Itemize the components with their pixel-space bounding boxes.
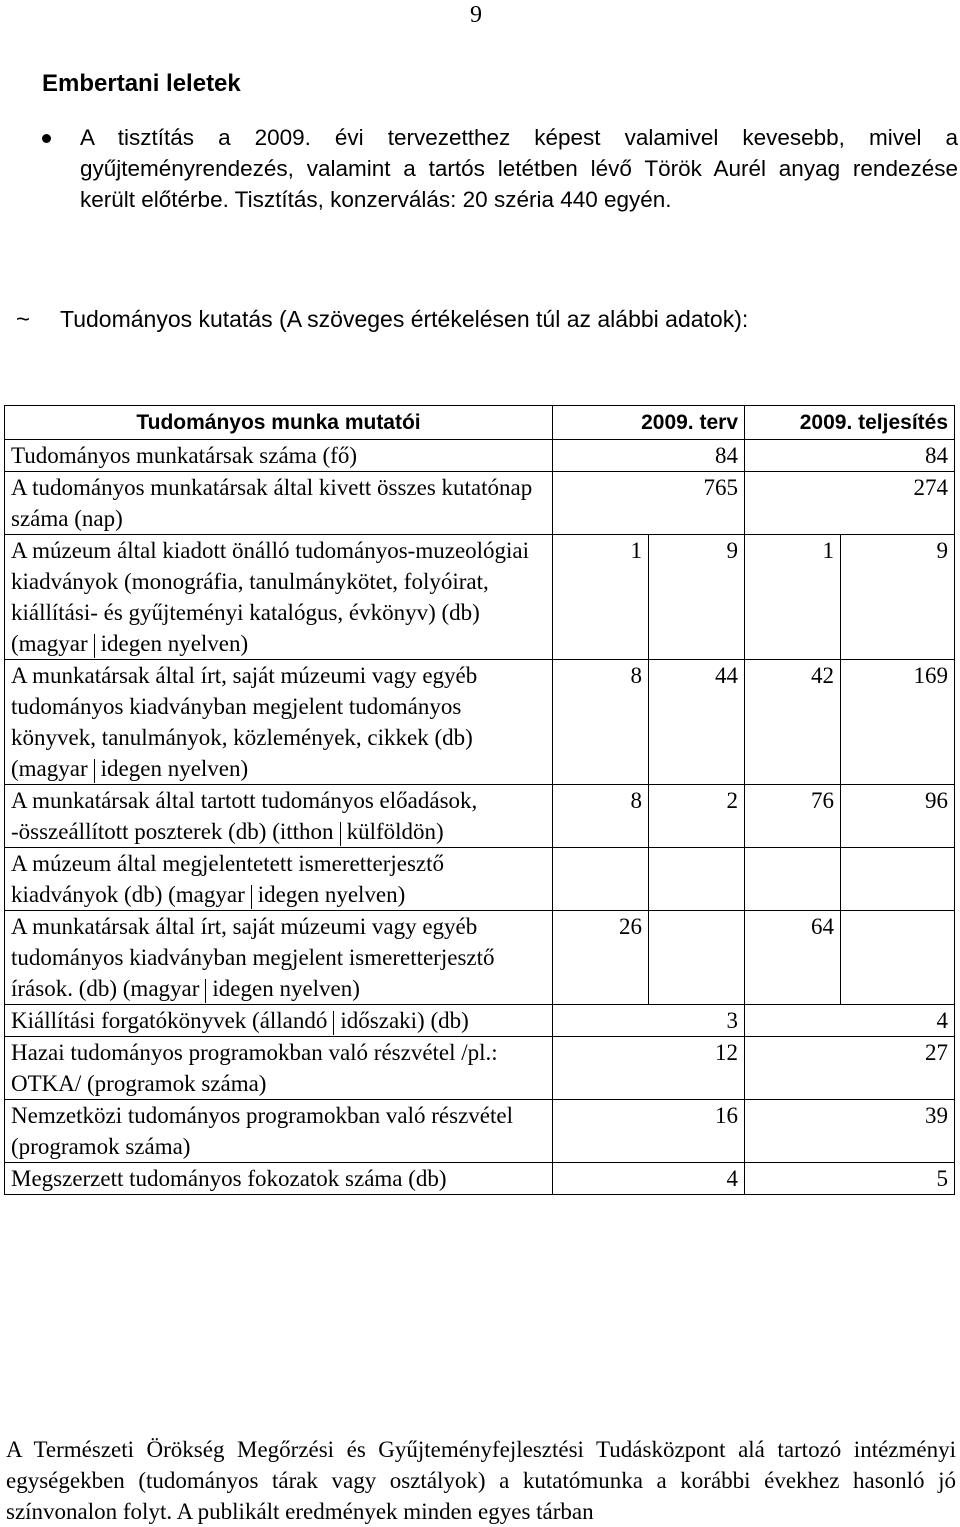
row-label [5,1005,553,1037]
bullet-text: A tisztítás a 2009. évi tervezetthez képest valamivel kevesebb, mivel a gyűjteményrendezés, valamint a tartós letétben lévő Török Aurél anyag rendezése került előtérbe. Tisztítás, konzerválás: 20 széria 440 egyén. [80,125,958,212]
table-row [5,785,955,848]
row-plan-b [649,848,745,911]
bullet-icon [42,134,51,143]
row-label [5,848,553,911]
row-label-part-b: külföldön) [346,819,444,844]
row-actual-a: 64 [745,911,841,1005]
row-actual: 5 [745,1163,955,1195]
table-row [5,1163,955,1195]
table-row [5,472,955,535]
row-label-part-a: Kiállítási forgatókönyvek (állandó [11,1008,328,1033]
separator-bar [94,759,95,783]
row-plan: 4 [553,1163,745,1195]
row-label [5,535,553,660]
row-actual-a [745,848,841,911]
row-actual: 27 [745,1037,955,1100]
header-actual: 2009. teljesítés [745,406,955,440]
table-row [5,535,955,660]
row-actual: 84 [745,440,955,472]
row-label [5,911,553,1005]
row-label-part-b: idegen nyelven) [100,631,249,656]
table-row [5,1037,955,1100]
row-actual-b [841,848,955,911]
separator-bar [205,979,206,1003]
row-actual-a: 1 [745,535,841,660]
row-label-part-a: A munkatársak által írt, saját múzeumi vagy egyéb tudományos kiadványban megjelent ismeretterjesztő írások. (db) (magyar [11,914,495,1001]
footer-paragraph: A Természeti Örökség Megőrzési és Gyűjteményfejlesztési Tudásközpont alá tartozó intézményi egységekben (tudományos tárak vagy osztályok) a kutatómunka a korábbi évekhez hasonló jó színvonalon folyt. A publikált eredmények minden egyes tárban [6,1437,956,1524]
row-plan: 84 [553,440,745,472]
separator-bar [340,822,341,846]
row-label: Nemzetközi tudományos programokban való részvétel (programok száma) [5,1100,553,1163]
row-actual: 274 [745,472,955,535]
research-heading-text: Tudományos kutatás (A szöveges értékelésen túl az alábbi adatok): [60,306,749,332]
table-row [5,1005,955,1037]
row-plan-a: 1 [553,535,649,660]
row-actual-a: 76 [745,785,841,848]
row-actual: 4 [745,1005,955,1037]
row-actual-b: 9 [841,535,955,660]
separator-bar [333,1011,334,1035]
table-row [5,440,955,472]
row-label [5,660,553,785]
row-actual-b: 96 [841,785,955,848]
research-heading [16,306,748,334]
table-row [5,911,955,1005]
separator-bar [94,634,95,658]
row-label-part-b: idegen nyelven) [257,882,406,907]
row-plan-a [553,848,649,911]
row-label-part-a: A múzeum által kiadott önálló tudományos-muzeológiai kiadványok (monográfia, tanulmánykötet, folyóirat, kiállítási- és gyűjteményi katalógus, évkönyv) (db) (magyar [11,538,530,656]
row-actual: 39 [745,1100,955,1163]
research-indicators-table [4,405,955,1195]
row-plan: 16 [553,1100,745,1163]
row-plan-b: 44 [649,660,745,785]
row-plan-b [649,911,745,1005]
tilde-icon: ~ [16,306,31,333]
row-plan-b: 2 [649,785,745,848]
page-number: 9 [470,2,482,28]
row-actual-b [841,911,955,1005]
row-actual-a: 42 [745,660,841,785]
row-label: Tudományos munkatársak száma (fő) [5,440,553,472]
row-plan-b: 9 [649,535,745,660]
row-label-part-a: A munkatársak által írt, saját múzeumi vagy egyéb tudományos kiadványban megjelent tudományos könyvek, tanulmányok, közlemények, cikkek (db) (magyar [11,663,478,781]
row-label-part-b: időszaki) (db) [340,1008,469,1033]
row-label-part-a: A múzeum által megjelentetett ismeretterjesztő kiadványok (db) (magyar [11,851,445,907]
row-plan: 765 [553,472,745,535]
row-label-part-b: idegen nyelven) [100,756,249,781]
row-actual-b: 169 [841,660,955,785]
row-plan-a: 8 [553,660,649,785]
table-header-row [5,406,955,440]
separator-bar [251,885,252,909]
header-label: Tudományos munka mutatói [5,406,553,440]
row-label [5,785,553,848]
row-plan-a: 8 [553,785,649,848]
row-label: Megszerzett tudományos fokozatok száma (db) [5,1163,553,1195]
header-plan: 2009. terv [553,406,745,440]
row-label: Hazai tudományos programokban való részvétel /pl.: OTKA/ (programok száma) [5,1037,553,1100]
row-label-part-b: idegen nyelven) [212,976,360,1001]
row-label-part-a: A munkatársak által tartott tudományos előadások, -összeállított poszterek (db) (itthon [11,788,478,844]
row-label: A tudományos munkatársak által kivett összes kutatónap száma (nap) [5,472,553,535]
row-plan-a: 26 [553,911,649,1005]
bullet-item [42,122,958,215]
table-row [5,848,955,911]
table-row [5,1100,955,1163]
row-plan: 12 [553,1037,745,1100]
row-plan: 3 [553,1005,745,1037]
table-row [5,660,955,785]
section-title: Embertani leletek [42,70,241,97]
